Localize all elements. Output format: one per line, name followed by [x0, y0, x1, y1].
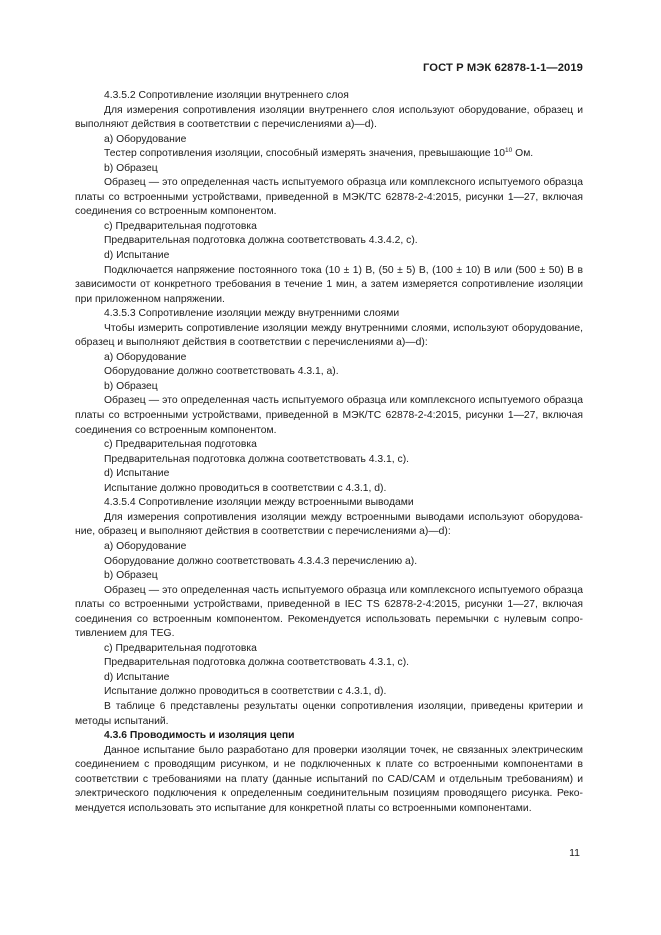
paragraph: Образец — это определенная часть испытуемого образца или комплексного испытуемого образца платы со встроенными устройствами, приведенной в IEC TS 62878-2-4:2015, рисунки 1—27, включая соединения со встроенным компонентом. Рекомендуется использовать перемычки с нулевым сопро-тивлением для TEG.: [75, 584, 583, 640]
list-item-label: b) Образец: [104, 162, 158, 174]
list-item-label: a) Оборудование: [104, 133, 187, 145]
page-number: 11: [569, 847, 580, 859]
paragraph: Предварительная подготовка должна соответствовать 4.3.1, c).: [104, 453, 410, 465]
list-item-label: d) Испытание: [104, 250, 170, 262]
paragraph: Для измерения сопротивления изоляции внутреннего слоя используют оборудование, образец и выполняют действия в соответствии с перечислениями a)—d).: [75, 104, 583, 131]
paragraph: Предварительная подготовка должна соответствовать 4.3.4.2, c).: [104, 235, 418, 247]
paragraph: Оборудование должно соответствовать 4.3.1, a).: [104, 366, 339, 378]
list-item-label: a) Оборудование: [104, 351, 187, 363]
exponent: 10: [505, 147, 513, 155]
paragraph-text: Тестер сопротивления изоляции, способный измерять значения, превышающие 10: [104, 148, 506, 160]
section-heading: 4.3.6 Проводимость и изоляция цепи: [104, 730, 295, 742]
list-item-label: b) Образец: [104, 380, 158, 392]
paragraph: Оборудование должно соответствовать 4.3.4.3 перечислению a).: [104, 555, 418, 567]
subsection-heading: 4.3.5.2 Сопротивление изоляции внутреннего слоя: [104, 90, 349, 101]
document-header: ГОСТ Р МЭК 62878-1-1—2019: [422, 62, 583, 74]
paragraph: Образец — это определенная часть испытуемого образца или комплексного испытуемого образца платы со встроенными устройствами, приведенной в МЭК/ТС 62878-2-4:2015, рисунки 1—27, включая соединения со встроенным компонентом.: [75, 177, 583, 218]
paragraph: Предварительная подготовка должна соответствовать 4.3.1, c).: [104, 657, 410, 669]
paragraph: Испытание должно проводиться в соответствии с 4.3.1, d).: [104, 482, 387, 494]
paragraph: Для измерения сопротивления изоляции между встроенными выводами используют оборудова-ние, образец и выполняют действия в соответствии с перечислениями a)—d):: [75, 511, 583, 538]
list-item-label: c) Предварительная подготовка: [104, 439, 257, 451]
paragraph: Испытание должно проводиться в соответствии с 4.3.1, d).: [104, 686, 387, 698]
list-item-label: d) Испытание: [104, 468, 170, 480]
list-item-label: c) Предварительная подготовка: [104, 220, 257, 232]
subsection-heading: 4.3.5.4 Сопротивление изоляции между встроенными выводами: [104, 497, 414, 509]
paragraph: В таблице 6 представлены результаты оценки сопротивления изоляции, приведены критерии и методы испытаний.: [75, 700, 583, 727]
list-item-label: a) Оборудование: [104, 540, 187, 552]
paragraph-equipment: [75, 147, 583, 162]
paragraph: Чтобы измерить сопротивление изоляции между внутренними слоями, используют оборудование, образец и выполняют действия в соответствии с перечислениями a)—d):: [75, 322, 583, 349]
document-body: [75, 89, 583, 816]
paragraph: Данное испытание было разработано для проверки изоляции точек, не связанных электрическим соединением с проводящим рисунком, и не подключенных к плате со встроенными компонентами в соответствии с требованиями на плату (данные испытаний по CAD/CAM и отдельным требованиям) и электрического подключения к определенным соединительным позициям проводящего рисунка. Реко-мендуется использовать это испытание для конкретной платы со встроенными компонентами.: [75, 744, 583, 814]
paragraph: Подключается напряжение постоянного тока (10 ± 1) В, (50 ± 5) В, (100 ± 10) В или (500 ± 50) В в зависимости от конкретного требования в течение 1 мин, а затем измеряется сопротивление изоляции при приложенном напряжении.: [75, 264, 583, 305]
subsection-heading: 4.3.5.3 Сопротивление изоляции между внутренними слоями: [104, 308, 400, 320]
paragraph: Образец — это определенная часть испытуемого образца или комплексного испытуемого образца платы со встроенными устройствами, приведенной в МЭК/ТС 62878-2-4:2015, рисунки 1—27, включая соединения со встроенным компонентом.: [75, 395, 583, 436]
list-item-label: d) Испытание: [104, 671, 170, 683]
list-item-label: b) Образец: [104, 570, 158, 582]
unit-text: Ом.: [512, 148, 534, 160]
list-item-label: c) Предварительная подготовка: [104, 642, 257, 654]
